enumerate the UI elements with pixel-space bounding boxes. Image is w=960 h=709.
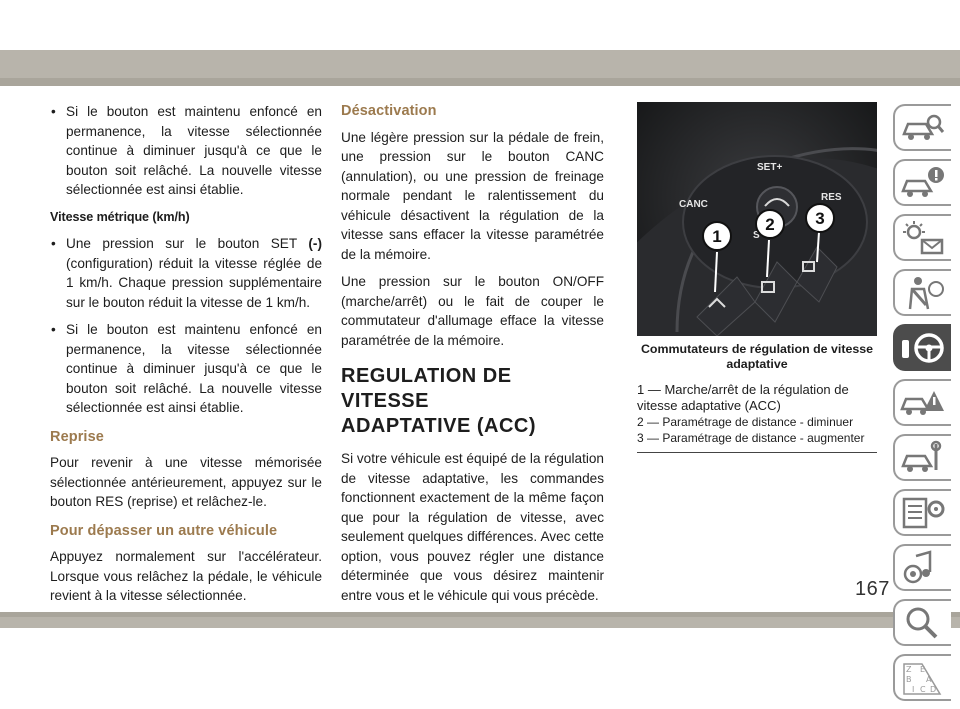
svg-text:E: E [920, 665, 926, 674]
svg-text:C: C [920, 685, 926, 694]
bullet-item: • Si le bouton est maintenu enfoncé en permanence, la vitesse sélectionnée continue à diminuer jusqu'à ce que le bouton soit relâché. La nouvelle vitesse sélectionnée est ainsi établie. [51, 322, 322, 415]
label-set: SET+ [757, 162, 783, 173]
chapter-sidebar [893, 104, 960, 709]
paragraph-desactivation-2: Une pression sur le bouton ON/OFF (marche/arrêt) ou le fait de couper le commutateur d'allumage efface la vitesse paramétrée de la mémoire. [341, 274, 604, 348]
sidebar-item-car-search[interactable] [893, 104, 951, 151]
car-warning-icon [900, 165, 946, 201]
paragraph-acc: Si votre véhicule est équipé de la régulation de vitesse adaptative, les commandes fonctionnent exactement de la même façon que pour la régulation de vitesse, avec seulement quelques différences. Avec cette option, vous pouvez régler une distance déterminée que vous désirez maintenir entre vous et le véhicule qui vous précède. [341, 451, 604, 603]
sidebar-item-maintenance-list[interactable] [893, 489, 951, 536]
paragraph-depasser: Appuyez normalement sur l'accélérateur. Lorsque vous relâchez la pédale, le véhicule revient à la vitesse sélectionnée. [50, 549, 322, 603]
bullet-item: • Si le bouton est maintenu enfoncé en permanence, la vitesse sélectionnée continue à diminuer jusqu'à ce que le bouton soit relâché. La nouvelle vitesse sélectionnée est ainsi établie. [51, 104, 322, 197]
sidebar-item-hazard[interactable] [893, 379, 951, 426]
lights-message-icon [900, 220, 946, 256]
svg-text:I: I [912, 685, 915, 694]
music-phone-icon [900, 550, 946, 586]
car-search-icon [900, 110, 946, 146]
heading-desactivation: Désactivation [341, 103, 437, 119]
car-service-icon [900, 440, 946, 476]
maintenance-list-icon [900, 495, 946, 531]
callout-2: 2 [765, 215, 775, 234]
seatbelt-airbag-icon [900, 275, 946, 311]
column-figure [637, 102, 877, 453]
heading-reprise: Reprise [50, 428, 104, 445]
heading-acc: REGULATION DE VITESSE ADAPTATIVE (ACC) [341, 365, 537, 437]
sidebar-item-music-phone[interactable] [893, 544, 951, 591]
alphabet-index-icon [900, 660, 946, 696]
bottom-band [0, 612, 960, 628]
legend-item-3: 3 — Paramétrage de distance - augmenter [637, 431, 865, 445]
label-canc: CANC [679, 199, 708, 210]
hazard-triangle-icon [900, 385, 946, 421]
svg-text:Z: Z [906, 665, 912, 674]
steering-wheel-icon [900, 330, 946, 366]
figure-caption: Commutateurs de régulation de vitesse adaptative [640, 342, 874, 371]
paragraph-desactivation-1: Une légère pression sur la pédale de frein, une pression sur le bouton CANC (annulation), ou une pression de freinage normale pendant le ralentissement du véhicule désactivent la régulation de la vitesse sans effacer la vitesse paramétrée de la mémoire. [341, 129, 604, 262]
svg-text:A: A [926, 675, 932, 684]
bullet-item: • Une pression sur le bouton SET (-) (configuration) réduit la vitesse réglée de 1 km/h. Chaque pression supplémentaire sur le bouton réduit la vitesse de 1 km/h. [51, 236, 322, 310]
sidebar-item-lights-message[interactable] [893, 214, 951, 261]
svg-text:D: D [930, 685, 937, 694]
sidebar-item-search[interactable] [893, 599, 951, 646]
sidebar-item-car-service[interactable] [893, 434, 951, 481]
page-number: 167 [855, 578, 890, 600]
subheading-metric: Vitesse métrique (km/h) [50, 209, 190, 224]
steering-switch-photo [637, 102, 877, 336]
callout-1: 1 [712, 227, 722, 246]
legend-item-2: 2 — Paramétrage de distance - diminuer [637, 415, 854, 429]
svg-text:B: B [906, 675, 912, 684]
column-middle [341, 102, 604, 613]
callout-3: 3 [815, 209, 825, 228]
heading-depasser: Pour dépasser un autre véhicule [50, 522, 278, 539]
sidebar-item-steering-wheel[interactable] [893, 324, 951, 371]
search-icon [900, 605, 946, 641]
column-left [50, 102, 322, 614]
top-band [0, 50, 960, 86]
legend-divider [637, 452, 877, 453]
sidebar-item-seatbelt-airbag[interactable] [893, 269, 951, 316]
label-s: S [753, 230, 760, 241]
label-res: RES [821, 192, 842, 203]
paragraph-reprise: Pour revenir à une vitesse mémorisée sélectionnée antérieurement, appuyez sur le bouton RES (reprise) et relâchez-le. [50, 455, 322, 509]
sidebar-item-car-warning[interactable] [893, 159, 951, 206]
legend-item-1: 1 — Marche/arrêt de la régulation de vitesse adaptative (ACC) [637, 382, 849, 413]
